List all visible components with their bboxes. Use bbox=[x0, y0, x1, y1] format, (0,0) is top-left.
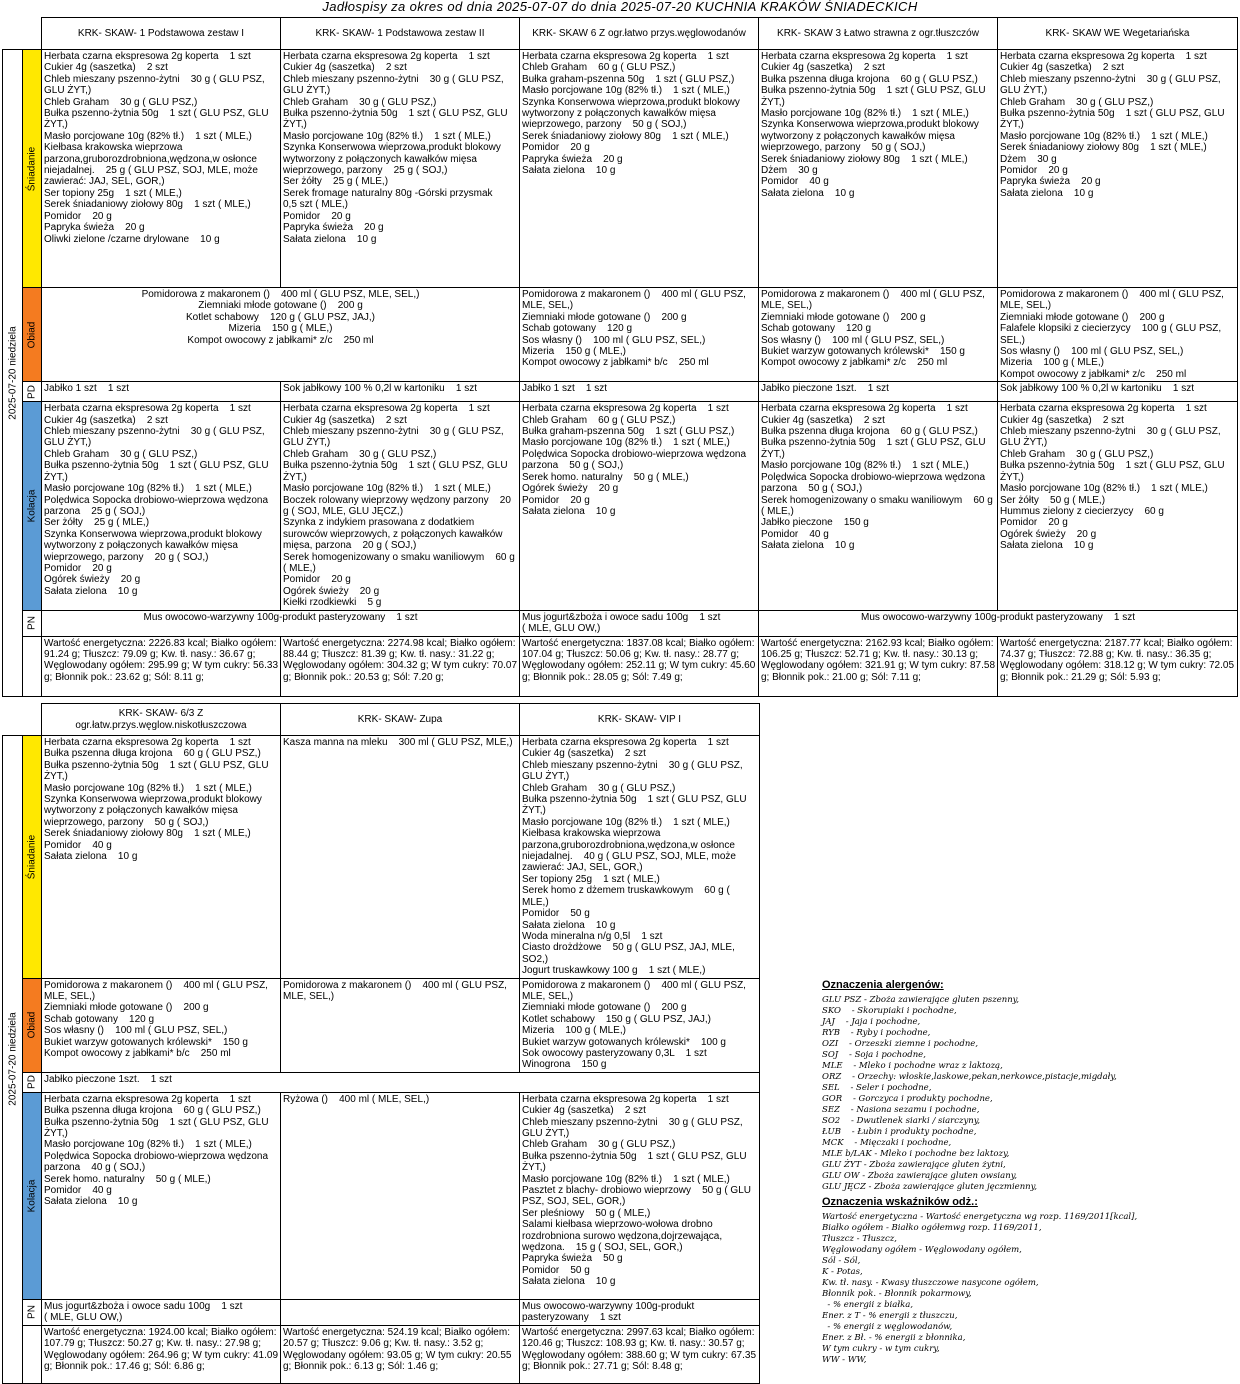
menu-cell: Sok jabłkowy 100 % 0,2l w kartoniku 1 szt bbox=[998, 382, 1238, 402]
meal-label: Kolacja bbox=[26, 1179, 38, 1213]
menu-cell: Mus owocowo-warzywny 100g-produkt pasteryzowany 1 szt bbox=[759, 610, 1238, 636]
menu-cell: Jabłko pieczone 1szt. 1 szt bbox=[759, 382, 998, 402]
menu-cell: Herbata czarna ekspresowa 2g koperta 1 szt Cukier 4g (saszetka) 2 szt Chleb mieszany pszenno-żytni 30 g ( GLU PSZ, GLU ŻYT,) Chleb Graham 30 g ( GLU PSZ,) Bułka pszenno-żytnia 50g 1 szt ( GLU PSZ, GLU ŻYT,) Masło porcjowane 10g (82% tł.) 1 szt ( MLE,) Polędwica Sopocka drobiowo-wieprzowa wędzona parzona 25 g ( SOJ,) Ser żółty 25 g ( MLE,) Szynka Konserwowa wieprzowa,produkt blokowy wytworzony z połączonych kawałków mięsa wieprzowego, parzony 20 g ( SOJ,) Pomidor 20 g Ogórek świeży 20 g Sałata zielona 10 g bbox=[42, 402, 281, 610]
meal-label: Śniadanie bbox=[26, 146, 38, 191]
diet-header: KRK- SKAW- VIP I bbox=[520, 704, 760, 736]
diet-header: KRK- SKAW 3 Łatwo strawna z ogr.tłuszczów bbox=[759, 18, 998, 50]
menu-cell bbox=[281, 1299, 520, 1325]
date-label: 2025-07-20 niedziela bbox=[6, 1012, 18, 1107]
menu-table-1 bbox=[2, 17, 1238, 697]
diet-header: KRK- SKAW- Zupa bbox=[281, 704, 520, 736]
nutrition-cell: Wartość energetyczna: 2274.98 kcal; Białko ogółem: 88.44 g; Tłuszcz: 81.39 g; Kw. tł. nasy.: 31.22 g; Węglowodany ogółem: 304.32 g; W tym cukry: 70.07 g; Błonnik pok.: 20.53 g; Sól: 7.20 g; bbox=[281, 636, 520, 696]
meal-label: Kolacja bbox=[26, 489, 38, 523]
indicators-list: Wartość energetyczna - Wartość energetyczna wg rozp. 1169/2011[kcal], Białko ogółem - Białko ogółemwg rozp. 1169/2011, Tłuszcz - Tłuszcz, Węglowodany ogółem - Węglowodany ogółem, Sól - Sól, K - Potas, Kw. tł. nasy. - Kwasy tłuszczowe nasycone ogółem, Błonnik pok. - Błonnik pokarmowy, - % energii z białka, Ener. z T - % energii z tłuszczu, - % energii z węglowodanów, Ener. z Bł. - % energii z błonnika, W tym cukry - w tym cukry, WW - WW, bbox=[822, 1212, 1138, 1365]
menu-cell: Herbata czarna ekspresowa 2g koperta 1 szt Chleb Graham 60 g ( GLU PSZ,) Bułka graham-pszenna 50g 1 szt ( GLU PSZ,) Masło porcjowane 10g (82% tł.) 1 szt ( MLE,) Polędwica Sopocka drobiowo-wieprzowa wędzona parzona 50 g ( SOJ,) Serek homo. naturalny 50 g ( MLE,) Ogórek świeży 20 g Pomidor 20 g Sałata zielona 10 g bbox=[520, 402, 759, 610]
date-label: 2025-07-20 niedziela bbox=[6, 326, 18, 420]
nutrition-cell: Wartość energetyczna: 1924.00 kcal; Białko ogółem: 107.79 g; Tłuszcz: 50.27 g; Kw. tł. nasy.: 27.98 g; Węglowodany ogółem: 264.96 g; W tym cukry: 41.09 g; Błonnik pok.: 17.46 g; Sól: 6.86 g; bbox=[42, 1325, 281, 1383]
allergens-title: Oznaczenia alergenów: bbox=[822, 979, 944, 991]
meal-label: Śniadanie bbox=[26, 834, 38, 880]
menu-cell: Ryżowa () 400 ml ( MLE, SEL,) bbox=[281, 1092, 520, 1299]
diet-header: KRK- SKAW- 1 Podstawowa zestaw I bbox=[42, 18, 281, 50]
meal-sniadanie bbox=[23, 50, 42, 288]
meal-obiad bbox=[23, 288, 42, 382]
diet-header: KRK- SKAW 6 Z ogr.łatwo przys.węglowodanów bbox=[520, 18, 759, 50]
menu-cell: Pomidorowa z makaronem () 400 ml ( GLU PSZ, MLE, SEL,) Ziemniaki młode gotowane () 200 g Schab gotowany 120 g Sos własny () 100 ml ( GLU PSZ, SEL,) Bukiet warzyw gotowanych królewski* 150 g Kompot owocowy z jabłkami* b/c 250 ml bbox=[42, 978, 281, 1072]
date-column bbox=[3, 50, 23, 697]
menu-cell: Herbata czarna ekspresowa 2g koperta 1 szt Cukier 4g (saszetka) 2 szt Chleb mieszany pszenno-żytni 30 g ( GLU PSZ, GLU ŻYT,) Chleb Graham 30 g ( GLU PSZ,) Bułka pszenno-żytnia 50g 1 szt ( GLU PSZ, GLU ŻYT,) Masło porcjowane 10g (82% tł.) 1 szt ( MLE,) Szynka Konserwowa wieprzowa,produkt blokowy wytworzony z połączonych kawałków mięsa wieprzowego, parzony 25 g ( SOJ,) Ser żółty 25 g ( MLE,) Serek fromage naturalny 80g -Górski przysmak 0,5 szt ( MLE,) Pomidor 20 g Papryka świeża 20 g Sałata zielona 10 g bbox=[281, 50, 520, 288]
meal-pd bbox=[23, 1072, 42, 1092]
menu-cell: Jabłko pieczone 1szt. 1 szt bbox=[42, 1072, 760, 1092]
meal-label: PD bbox=[26, 1075, 38, 1090]
meal-sniadanie bbox=[23, 736, 42, 979]
nutrition-cell: Wartość energetyczna: 2187.77 kcal; Białko ogółem: 74.37 g; Tłuszcz: 72.88 g; Kw. tł. nasy.: 36.35 g; Węglowodany ogółem: 318.12 g; W tym cukry: 72.05 g; Błonnik pok.: 21.29 g; Sól: 5.93 g; bbox=[998, 636, 1238, 696]
diet-header: KRK- SKAW- 1 Podstawowa zestaw II bbox=[281, 18, 520, 50]
menu-cell: Mus owocowo-warzywny 100g-produkt pasteryzowany 1 szt bbox=[520, 1299, 760, 1325]
nutrition-cell: Wartość energetyczna: 2997.63 kcal; Białko ogółem: 120.46 g; Tłuszcz: 108.93 g; Kw. tł. nasy.: 30.57 g; Węglowodany ogółem: 388.60 g; W tym cukry: 67.35 g; Błonnik pok.: 27.71 g; Sól: 8.48 g; bbox=[520, 1325, 760, 1383]
menu-cell: Pomidorowa z makaronem () 400 ml ( GLU PSZ, MLE, SEL,) Ziemniaki młode gotowane () 200 g Schab gotowany 120 g Sos własny () 100 ml ( GLU PSZ, SEL,) Mizeria 150 g ( MLE,) Kompot owocowy z jabłkami* b/c 250 ml bbox=[520, 288, 759, 382]
menu-cell: Pomidorowa z makaronem () 400 ml ( GLU PSZ, MLE, SEL,) Ziemniaki młode gotowane () 200 g Kotlet schabowy 150 g ( GLU PSZ, JAJ,) Mizeria 100 g ( MLE,) Bukiet warzyw gotowanych królewski* 100 g Sok owocowy pasteryzowany 0,3L 1 szt Winogrona 150 g bbox=[520, 978, 760, 1072]
meal-pn bbox=[23, 1299, 42, 1325]
date-column bbox=[3, 736, 23, 1384]
menu-cell: Pomidorowa z makaronem () 400 ml ( GLU PSZ, MLE, SEL,) Ziemniaki młode gotowane () 200 g Schab gotowany 120 g Sos własny () 100 ml ( GLU PSZ, SEL,) Bukiet warzyw gotowanych królewski* 150 g Kompot owocowy z jabłkami* z/c 250 ml bbox=[759, 288, 998, 382]
menu-cell: Jabłko 1 szt 1 szt bbox=[42, 382, 281, 402]
menu-cell: Herbata czarna ekspresowa 2g koperta 1 szt Cukier 4g (saszetka) 2 szt Chleb mieszany pszenno-żytni 30 g ( GLU PSZ, GLU ŻYT,) Chleb Graham 30 g ( GLU PSZ,) Bułka pszenno-żytnia 50g 1 szt ( GLU PSZ, GLU ŻYT,) Masło porcjowane 10g (82% tł.) 1 szt ( MLE,) Pasztet z blachy- drobiowo wieprzowy 50 g ( GLU PSZ, SOJ, SEL, GOR,) Ser pleśniowy 50 g ( MLE,) Salami kiełbasa wieprzowo-wołowa drobno rozdrobniona surowo wędzona,dojrzewająca, wędzona. 15 g ( SOJ, SEL, GOR,) Papryka świeża 50 g Pomidor 50 g Sałata zielona 10 g bbox=[520, 1092, 760, 1299]
meal-label: PN bbox=[26, 616, 38, 631]
menu-cell: Herbata czarna ekspresowa 2g koperta 1 szt Bułka pszenna długa krojona 60 g ( GLU PSZ,) Bułka pszenno-żytnia 50g 1 szt ( GLU PSZ, GLU ŻYT,) Masło porcjowane 10g (82% tł.) 1 szt ( MLE,) Polędwica Sopocka drobiowo-wieprzowa wędzona parzona 40 g ( SOJ,) Serek homo. naturalny 50 g ( MLE,) Pomidor 40 g Sałata zielona 10 g bbox=[42, 1092, 281, 1299]
meal-kolacja bbox=[23, 402, 42, 610]
meal-kolacja bbox=[23, 1092, 42, 1299]
menu-cell: Jabłko 1 szt 1 szt bbox=[520, 382, 759, 402]
diet-header: KRK- SKAW WE Wegetariańska bbox=[998, 18, 1238, 50]
meal-label: PN bbox=[26, 1305, 38, 1320]
meal-pd bbox=[23, 382, 42, 402]
menu-cell: Mus jogurt&zboża i owoce sadu 100g 1 szt ( MLE, GLU OW,) bbox=[520, 610, 759, 636]
menu-cell: Herbata czarna ekspresowa 2g koperta 1 szt Cukier 4g (saszetka) 2 szt Chleb mieszany pszenno-żytni 30 g ( GLU PSZ, GLU ŻYT,) Chleb Graham 30 g ( GLU PSZ,) Bułka pszenno-żytnia 50g 1 szt ( GLU PSZ, GLU ŻYT,) Masło porcjowane 10g (82% tł.) 1 szt ( MLE,) Boczek rolowany wieprzowy wędzony parzony 20 g ( SOJ, MLE, GLU JĘCZ,) Szynka z indykiem prasowana z dodatkiem surowców wieprzowych, z połączonych kawałków mięsa, parzona 20 g ( SOJ,) Serek homogenizowany o smaku waniliowym 60 g ( MLE,) Pomidor 20 g Ogórek świeży 20 g Kiełki rzodkiewki 5 g bbox=[281, 402, 520, 610]
menu-cell: Herbata czarna ekspresowa 2g koperta 1 szt Cukier 4g (saszetka) 2 szt Chleb mieszany pszenno-żytni 30 g ( GLU PSZ, GLU ŻYT,) Chleb Graham 30 g ( GLU PSZ,) Bułka pszenno-żytnia 50g 1 szt ( GLU PSZ, GLU ŻYT,) Masło porcjowane 10g (82% tł.) 1 szt ( MLE,) Ser żółty 50 g ( MLE,) Hummus zielony z ciecierzycy 60 g Pomidor 20 g Ogórek świeży 20 g Sałata zielona 10 g bbox=[998, 402, 1238, 610]
meal-label: Obiad bbox=[26, 321, 38, 348]
allergens-list: GLU PSZ - Zboża zawierające gluten pszenny, SKO - Skorupiaki i pochodne, JAJ - Jaja i pochodne, RYB - Ryby i pochodne, OZI - Orzeszki ziemne i pochodne, SOJ - Soja i pochodne, MLE - Mleko i pochodne wraz z laktozą, ORZ - Orzechy: włoskie,laskowe,pekan,nerkowce,pistacje,migdały, SEL - Seler i pochodne, GOR - Gorczyca i produkty pochodne, SEZ - Nasiona sezamu i pochodne, SO2 - Dwutlenek siarki / siarczyny, ŁUB - Łubin i produkty pochodne, MCK - Mięczaki i pochodne, MLE b/LAK - Mleko i pochodne bez laktozy, GLU ŻYT - Zboża zawierające gluten żytni, GLU OW - Zboża zawierające gluten owsiany, GLU JĘCZ - Zboża zawierające gluten jęczmienny, bbox=[822, 995, 1117, 1192]
meal-label: PD bbox=[26, 384, 38, 399]
diet-header: KRK- SKAW- 6/3 Z ogr.łatw.przys.węglow.niskotłuszczowa bbox=[42, 704, 281, 736]
menu-cell: Mus owocowo-warzywny 100g-produkt pasteryzowany 1 szt bbox=[42, 610, 520, 636]
menu-cell: Herbata czarna ekspresowa 2g koperta 1 szt Bułka pszenna długa krojona 60 g ( GLU PSZ,) Bułka pszenno-żytnia 50g 1 szt ( GLU PSZ, GLU ŻYT,) Masło porcjowane 10g (82% tł.) 1 szt ( MLE,) Szynka Konserwowa wieprzowa,produkt blokowy wytworzony z połączonych kawałków mięsa wieprzowego, parzony 50 g ( SOJ,) Serek śniadaniowy ziołowy 80g 1 szt ( MLE,) Pomidor 40 g Sałata zielona 10 g bbox=[42, 736, 281, 979]
menu-cell: Herbata czarna ekspresowa 2g koperta 1 szt Cukier 4g (saszetka) 2 szt Chleb mieszany pszenno-żytni 30 g ( GLU PSZ, GLU ŻYT,) Chleb Graham 30 g ( GLU PSZ,) Bułka pszenno-żytnia 50g 1 szt ( GLU PSZ, GLU ŻYT,) Masło porcjowane 10g (82% tł.) 1 szt ( MLE,) Serek śniadaniowy ziołowy 80g 1 szt ( MLE,) Dżem 30 g Pomidor 20 g Papryka świeża 20 g Sałata zielona 10 g bbox=[998, 50, 1238, 288]
meal-label: Obiad bbox=[26, 1011, 38, 1039]
menu-cell: Herbata czarna ekspresowa 2g koperta 1 szt Cukier 4g (saszetka) 2 szt Bułka pszenna długa krojona 60 g ( GLU PSZ,) Bułka pszenno-żytnia 50g 1 szt ( GLU PSZ, GLU ŻYT,) Masło porcjowane 10g (82% tł.) 1 szt ( MLE,) Polędwica Sopocka drobiowo-wieprzowa wędzona parzona 50 g ( SOJ,) Serek homogenizowany o smaku waniliowym 60 g ( MLE,) Jabłko pieczone 150 g Pomidor 40 g Sałata zielona 10 g bbox=[759, 402, 998, 610]
nutrition-cell: Wartość energetyczna: 2162.93 kcal; Białko ogółem: 106.25 g; Tłuszcz: 52.71 g; Kw. tł. nasy.: 30.13 g; Węglowodany ogółem: 321.91 g; W tym cukry: 87.58 g; Błonnik pok.: 21.00 g; Sól: 7.11 g; bbox=[759, 636, 998, 696]
nutrition-cell: Wartość energetyczna: 2226.83 kcal; Białko ogółem: 91.24 g; Tłuszcz: 79.09 g; Kw. tł. nasy.: 36.67 g; Węglowodany ogółem: 295.99 g; W tym cukry: 56.33 g; Błonnik pok.: 23.62 g; Sól: 8.11 g; bbox=[42, 636, 281, 696]
indicators-title: Oznaczenia wskaźników odż.: bbox=[822, 1196, 978, 1208]
menu-cell: Herbata czarna ekspresowa 2g koperta 1 szt Cukier 4g (saszetka) 2 szt Chleb mieszany pszenno-żytni 30 g ( GLU PSZ, GLU ŻYT,) Chleb Graham 30 g ( GLU PSZ,) Bułka pszenno-żytnia 50g 1 szt ( GLU PSZ, GLU ŻYT,) Masło porcjowane 10g (82% tł.) 1 szt ( MLE,) Kiełbasa krakowska wieprzowa parzona,gruborozdrobniona,wędzona,w osłonce niejadalnej. 40 g ( GLU PSZ, SOJ, MLE, może zawierać: JAJ, SEL, GOR,) Ser topiony 25g 1 szt ( MLE,) Serek homo z dżemem truskawkowym 60 g ( MLE,) Pomidor 50 g Sałata zielona 10 g Woda mineralna n/g 0,5l 1 szt Ciasto drożdżowe 50 g ( GLU PSZ, JAJ, MLE, SO2,) Jogurt truskawkowy 100 g 1 szt ( MLE,) bbox=[520, 736, 760, 979]
menu-cell: Herbata czarna ekspresowa 2g koperta 1 szt Cukier 4g (saszetka) 2 szt Bułka pszenna długa krojona 60 g ( GLU PSZ,) Bułka pszenno-żytnia 50g 1 szt ( GLU PSZ, GLU ŻYT,) Masło porcjowane 10g (82% tł.) 1 szt ( MLE,) Szynka Konserwowa wieprzowa,produkt blokowy wytworzony z połączonych kawałków mięsa wieprzowego, parzony 50 g ( SOJ,) Serek śniadaniowy ziołowy 80g 1 szt ( MLE,) Dżem 30 g Pomidor 40 g Sałata zielona 10 g bbox=[759, 50, 998, 288]
nutrition-cell: Wartość energetyczna: 524.19 kcal; Białko ogółem: 20.57 g; Tłuszcz: 9.06 g; Kw. tł. nasy.: 3.52 g; Węglowodany ogółem: 93.05 g; W tym cukry: 20.55 g; Błonnik pok.: 6.13 g; Sól: 1.46 g; bbox=[281, 1325, 520, 1383]
menu-cell: Pomidorowa z makaronem () 400 ml ( GLU PSZ, MLE, SEL,) Ziemniaki młode gotowane () 200 g Kotlet schabowy 120 g ( GLU PSZ, JAJ,) Mizeria 150 g ( MLE,) Kompot owocowy z jabłkami* z/c 250 ml bbox=[42, 288, 520, 382]
meal-obiad bbox=[23, 978, 42, 1072]
menu-cell: Pomidorowa z makaronem () 400 ml ( GLU PSZ, MLE, SEL,) Ziemniaki młode gotowane () 200 g Falafele klopsiki z ciecierzycy 100 g ( GLU PSZ, SEL,) Sos własny () 100 ml ( GLU PSZ, SEL,) Mizeria 100 g ( MLE,) Kompot owocowy z jabłkami* z/c 250 ml bbox=[998, 288, 1238, 382]
menu-table-2 bbox=[2, 703, 760, 1384]
nutrition-cell: Wartość energetyczna: 1837.08 kcal; Białko ogółem: 107.04 g; Tłuszcz: 50.06 g; Kw. tł. nasy.: 28.77 g; Węglowodany ogółem: 252.11 g; W tym cukry: 45.60 g; Błonnik pok.: 28.05 g; Sól: 7.49 g; bbox=[520, 636, 759, 696]
menu-cell: Sok jabłkowy 100 % 0,2l w kartoniku 1 szt bbox=[281, 382, 520, 402]
menu-cell: Kasza manna na mleku 300 ml ( GLU PSZ, MLE,) bbox=[281, 736, 520, 979]
meal-pn bbox=[23, 610, 42, 636]
page-title: Jadłospisy za okres od dnia 2025-07-07 do dnia 2025-07-20 KUCHNIA KRAKÓW ŚNIADECKICH bbox=[322, 0, 918, 14]
menu-cell: Pomidorowa z makaronem () 400 ml ( GLU PSZ, MLE, SEL,) bbox=[281, 978, 520, 1072]
menu-cell: Herbata czarna ekspresowa 2g koperta 1 szt Chleb Graham 60 g ( GLU PSZ,) Bułka graham-pszenna 50g 1 szt ( GLU PSZ,) Masło porcjowane 10g (82% tł.) 1 szt ( MLE,) Szynka Konserwowa wieprzowa,produkt blokowy wytworzony z połączonych kawałków mięsa wieprzowego, parzony 50 g ( SOJ,) Serek śniadaniowy ziołowy 80g 1 szt ( MLE,) Pomidor 20 g Papryka świeża 20 g Sałata zielona 10 g bbox=[520, 50, 759, 288]
menu-cell: Mus jogurt&zboża i owoce sadu 100g 1 szt ( MLE, GLU OW,) bbox=[42, 1299, 281, 1325]
legend bbox=[822, 980, 1237, 1366]
menu-cell: Herbata czarna ekspresowa 2g koperta 1 szt Cukier 4g (saszetka) 2 szt Chleb mieszany pszenno-żytni 30 g ( GLU PSZ, GLU ŻYT,) Chleb Graham 30 g ( GLU PSZ,) Bułka pszenno-żytnia 50g 1 szt ( GLU PSZ, GLU ŻYT,) Masło porcjowane 10g (82% tł.) 1 szt ( MLE,) Kiełbasa krakowska wieprzowa parzona,gruborozdrobniona,wędzona,w osłonce niejadalnej. 25 g ( GLU PSZ, SOJ, MLE, może zawierać: JAJ, SEL, GOR,) Ser topiony 25g 1 szt ( MLE,) Serek śniadaniowy ziołowy 80g 1 szt ( MLE,) Pomidor 20 g Papryka świeża 20 g Oliwki zielone /czarne drylowane 10 g bbox=[42, 50, 281, 288]
